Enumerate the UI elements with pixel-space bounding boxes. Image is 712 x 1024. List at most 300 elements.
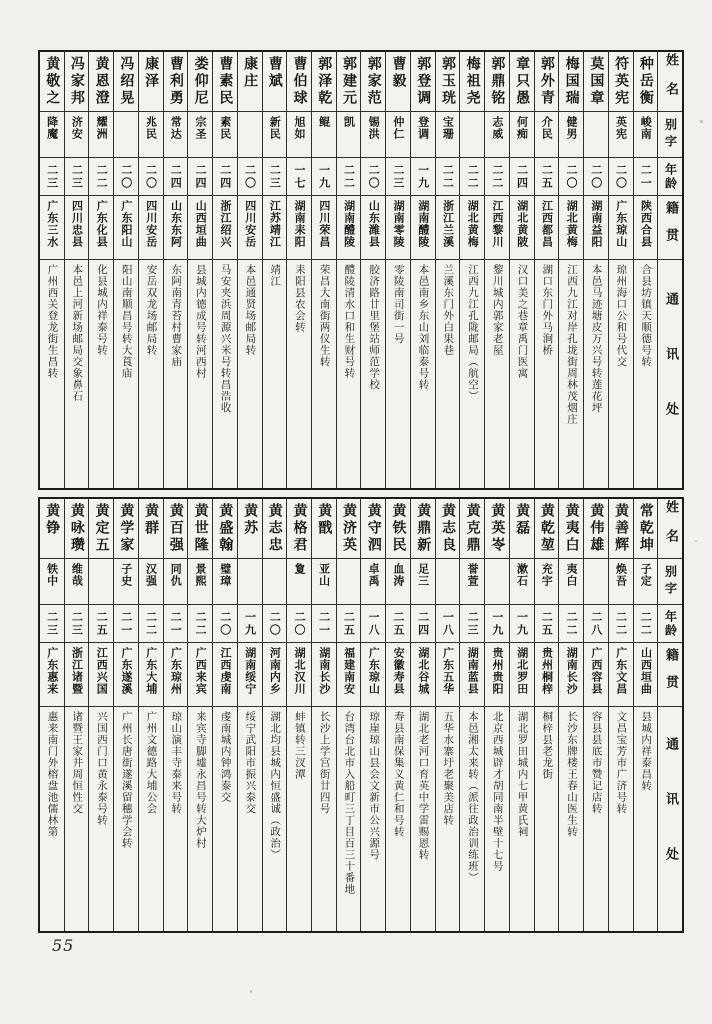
age-cell: [634, 605, 658, 643]
age-cell: [386, 158, 410, 196]
entry-address: 胶济路廿里堡站师范学校: [368, 264, 381, 391]
entry-address: 荣昌大南街两仪生转: [318, 264, 331, 368]
age-cell: [188, 158, 212, 196]
entry-native-place: 湖南醴陵: [342, 200, 356, 248]
entry-native-place: 河南内乡: [268, 647, 282, 695]
entry-age: 一九: [515, 610, 529, 637]
entry-courtesy-name: 素民: [218, 116, 232, 140]
entry-name: 黄伟雄: [588, 503, 605, 554]
name-cell: [65, 52, 89, 112]
entry-age: 二二: [441, 163, 455, 190]
entry-column: [558, 499, 583, 931]
entry-column: [534, 499, 559, 931]
courtesy-name-cell: [609, 112, 633, 158]
age-cell: [89, 158, 113, 196]
entry-age: 二二: [565, 610, 579, 637]
entry-native-place: 广东化县: [95, 200, 109, 248]
native-place-cell: [263, 643, 287, 707]
entry-address: 江西九江孔陇邮局（航空）: [467, 264, 479, 402]
address-cell: [238, 707, 262, 931]
native-place-cell: [411, 643, 435, 707]
entry-age: 二一: [119, 610, 133, 637]
entry-name: 常乾坤: [637, 503, 654, 554]
name-cell: [361, 52, 385, 112]
courtesy-name-cell: [164, 112, 188, 158]
courtesy-name-cell: [312, 559, 336, 605]
entry-age: 一九: [243, 610, 257, 637]
entry-courtesy-name: 子定: [639, 563, 653, 587]
address-cell: [139, 707, 163, 931]
name-cell: [386, 499, 410, 559]
native-place-cell: [65, 643, 89, 707]
name-cell: [411, 499, 435, 559]
address-cell: [287, 707, 311, 931]
age-cell: [535, 158, 559, 196]
entry-courtesy-name: 济安: [70, 116, 84, 140]
entry-column: [113, 52, 138, 488]
entry-address: 长沙东牌楼王春山医生转: [565, 711, 578, 838]
name-cell: [436, 52, 460, 112]
age-cell: [584, 158, 608, 196]
address-cell: [584, 707, 608, 931]
header-column: [657, 499, 682, 931]
entry-native-place: 江西都昌: [540, 200, 554, 248]
native-place-cell: [485, 643, 509, 707]
entry-address: 马安夹浜周源兴米号转昌浩收: [219, 264, 232, 414]
name-cell: [609, 499, 633, 559]
native-place-cell: [436, 196, 460, 260]
entry-age: 二四: [169, 163, 183, 190]
address-cell: [287, 260, 311, 488]
entry-native-place: 贵州桐梓: [540, 647, 554, 695]
native-place-cell: [559, 643, 583, 707]
entry-age: 二二: [466, 163, 480, 190]
native-place-cell: [337, 643, 361, 707]
entry-name: 黄世隆: [192, 503, 209, 554]
native-place-cell: [287, 196, 311, 260]
entry-native-place: 广东琼山: [367, 647, 381, 695]
entry-courtesy-name: 铁中: [45, 563, 59, 587]
courtesy-name-cell: [337, 559, 361, 605]
native-place-cell: [460, 196, 484, 260]
entry-column: [608, 52, 633, 488]
address-cell: [164, 707, 188, 931]
entry-address: 靖江: [269, 264, 282, 287]
entry-age: 二四: [416, 610, 430, 637]
native-place-cell: [89, 643, 113, 707]
address-cell: [89, 707, 113, 931]
entry-native-place: 广东五华: [441, 647, 455, 695]
entry-courtesy-name: 维哉: [70, 563, 84, 587]
entry-column: [113, 499, 138, 931]
address-cell: [114, 260, 138, 488]
address-cell: [559, 707, 583, 931]
entry-column: [509, 52, 534, 488]
native-place-cell: [559, 196, 583, 260]
header-native-cell: [658, 643, 682, 707]
header-name-label: 姓名: [663, 499, 679, 558]
scan-speck: [695, 540, 697, 542]
native-place-cell: [337, 196, 361, 260]
entry-column: [311, 52, 336, 488]
roster-table-top: [38, 50, 684, 490]
entry-age: 二〇: [614, 163, 628, 190]
entry-native-place: 山东潍县: [367, 200, 381, 248]
entry-address: 化县城内祥泰号转: [95, 264, 108, 356]
name-cell: [114, 499, 138, 559]
entry-address: 县城内德成号转河西村: [194, 264, 207, 379]
entry-native-place: 湖北汉川: [293, 647, 307, 695]
entry-age: 二二: [614, 610, 628, 637]
entry-age: 二三: [466, 610, 480, 637]
entry-column: [410, 52, 435, 488]
entry-native-place: 湖南益阳: [589, 200, 603, 248]
age-cell: [164, 158, 188, 196]
age-cell: [213, 158, 237, 196]
entry-name: 梅祖尧: [464, 56, 481, 107]
entry-native-place: 陕西合县: [639, 200, 653, 248]
entry-address: 文昌宝芳市广济号转: [615, 711, 628, 815]
address-cell: [188, 260, 212, 488]
entry-age: 一九: [416, 163, 430, 190]
entry-courtesy-name: 子史: [119, 563, 133, 587]
entry-courtesy-name: 降魔: [45, 116, 59, 140]
entry-age: 二〇: [119, 163, 133, 190]
age-cell: [40, 158, 64, 196]
courtesy-name-cell: [559, 112, 583, 158]
native-place-cell: [609, 196, 633, 260]
address-cell: [609, 260, 633, 488]
name-cell: [139, 499, 163, 559]
entry-age: 二三: [268, 163, 282, 190]
entry-address: 阳山南顺昌号转大莨庙: [120, 264, 133, 379]
entry-name: 康庄: [242, 56, 259, 90]
entry-name: 黄鼎新: [415, 503, 432, 554]
entry-address: 虔南城内钟鸿泰交: [219, 711, 232, 803]
entry-column: [360, 52, 385, 488]
entry-native-place: 山西垣曲: [639, 647, 653, 695]
entry-column: [187, 499, 212, 931]
address-cell: [312, 260, 336, 488]
entry-name: 黄志良: [439, 503, 456, 554]
scan-speck: [700, 120, 703, 123]
entry-name: 黄磊: [514, 503, 531, 537]
entry-age: 二四: [218, 163, 232, 190]
courtesy-name-cell: [238, 112, 262, 158]
entry-courtesy-name: 漱石: [515, 563, 529, 587]
name-cell: [559, 52, 583, 112]
entry-courtesy-name: 凯: [342, 116, 356, 128]
entry-native-place: 广东阳山: [120, 200, 134, 248]
entry-address: 诸暨王家井周恒性交: [71, 711, 84, 815]
entry-age: 一九: [317, 163, 331, 190]
courtesy-name-cell: [114, 112, 138, 158]
name-cell: [65, 499, 89, 559]
native-place-cell: [114, 643, 138, 707]
entry-age: 二三: [391, 163, 405, 190]
entry-name: 黄守泗: [365, 503, 382, 554]
entry-column: [286, 499, 311, 931]
entry-native-place: 四川安岳: [144, 200, 158, 248]
entry-address: 湖北罗田城内七甲黄氏祠: [516, 711, 529, 838]
name-cell: [460, 499, 484, 559]
native-place-cell: [213, 643, 237, 707]
entry-address: 琼州海口公和号代交: [615, 264, 628, 368]
entry-native-place: 湖南长沙: [317, 647, 331, 695]
age-cell: [411, 605, 435, 643]
entry-courtesy-name: 宝珊: [441, 116, 455, 140]
entry-name: 黄英岺: [489, 503, 506, 554]
entry-column: [187, 52, 212, 488]
name-cell: [139, 52, 163, 112]
native-place-cell: [213, 196, 237, 260]
courtesy-name-cell: [89, 559, 113, 605]
native-place-cell: [65, 196, 89, 260]
entry-name: 黄敬之: [44, 56, 61, 107]
entry-column: [64, 52, 89, 488]
entry-address: 容县县底市赞记店转: [590, 711, 603, 815]
entry-name: 章只愚: [514, 56, 531, 107]
courtesy-name-cell: [89, 112, 113, 158]
entry-age: 二二: [194, 610, 207, 637]
age-cell: [460, 158, 484, 196]
name-cell: [535, 499, 559, 559]
entry-address: 来宾寺脚墟永昌号转大炉村: [194, 711, 207, 849]
courtesy-name-cell: [386, 559, 410, 605]
entry-name: 曹毅: [390, 56, 407, 90]
entry-native-place: 湖北黄陂: [515, 200, 529, 248]
entry-name: 郭登调: [415, 56, 432, 107]
entry-courtesy-name: 仲仁: [391, 116, 405, 140]
entry-column: [435, 52, 460, 488]
entry-courtesy-name: 璧璋: [218, 563, 232, 587]
native-place-cell: [609, 643, 633, 707]
address-cell: [337, 260, 361, 488]
courtesy-name-cell: [139, 112, 163, 158]
entry-age: 二三: [70, 163, 84, 190]
address-cell: [460, 707, 484, 931]
entry-age: 二五: [391, 610, 405, 637]
name-cell: [213, 52, 237, 112]
entry-name: 曹斌: [266, 56, 283, 90]
courtesy-name-cell: [411, 559, 435, 605]
entry-address: 琼崖琼山县会文新市公兴源号: [368, 711, 381, 861]
entry-native-place: 广东大埔: [144, 647, 158, 695]
address-cell: [485, 707, 509, 931]
entry-address: 江西九江对岸孔垅街周林茂烟庄: [565, 264, 578, 425]
entry-column: [212, 499, 237, 931]
entry-native-place: 四川安岳: [243, 200, 257, 248]
entry-name: 康泽: [143, 56, 160, 90]
name-cell: [634, 499, 658, 559]
native-place-cell: [188, 196, 212, 260]
entry-native-place: 湖北黄梅: [565, 200, 579, 248]
entry-courtesy-name: 足三: [416, 563, 430, 587]
age-cell: [510, 605, 534, 643]
courtesy-name-cell: [213, 112, 237, 158]
courtesy-name-cell: [238, 559, 262, 605]
header-courtesy-label: 别字: [663, 117, 678, 152]
name-cell: [263, 52, 287, 112]
entry-courtesy-name: 健男: [565, 116, 579, 140]
name-cell: [114, 52, 138, 112]
entry-name: 莫国章: [588, 56, 605, 107]
age-cell: [164, 605, 188, 643]
age-cell: [386, 605, 410, 643]
courtesy-name-cell: [411, 112, 435, 158]
courtesy-name-cell: [65, 559, 89, 605]
entry-name: 黄济英: [341, 503, 357, 554]
entry-native-place: 广西来宾: [194, 647, 208, 695]
entry-native-place: 湖北罗田: [515, 647, 529, 695]
name-cell: [287, 499, 311, 559]
entry-native-place: 广东惠来: [45, 647, 59, 695]
entry-name: 郭泽乾: [316, 56, 333, 107]
entry-address: 耒阳县农会转: [293, 264, 306, 333]
entry-courtesy-name: 同仇: [169, 563, 183, 587]
age-cell: [535, 605, 559, 643]
courtesy-name-cell: [609, 559, 633, 605]
entry-address: 东阿南青苔村曹家庙: [170, 264, 183, 368]
entry-age: 二四: [515, 163, 529, 190]
entry-column: [558, 52, 583, 488]
name-cell: [89, 52, 113, 112]
entry-column: [534, 52, 559, 488]
entry-courtesy-name: 焕吾: [614, 563, 628, 587]
age-cell: [411, 158, 435, 196]
name-cell: [40, 52, 64, 112]
age-cell: [361, 158, 385, 196]
courtesy-name-cell: [312, 112, 336, 158]
age-cell: [213, 605, 237, 643]
entry-age: 二〇: [268, 610, 282, 637]
entry-column: [311, 499, 336, 931]
entry-native-place: 湖南醴陵: [416, 200, 430, 248]
entry-age: 二〇: [367, 163, 381, 190]
native-place-cell: [238, 196, 262, 260]
entry-native-place: 广西容县: [589, 647, 603, 695]
entry-column: [262, 499, 287, 931]
courtesy-name-cell: [164, 559, 188, 605]
header-native-cell: [658, 196, 682, 260]
entry-address: 广州长唐街遂溪留穗学会转: [120, 711, 133, 849]
name-cell: [89, 499, 113, 559]
entry-address: 长沙上学宫街廿四号: [318, 711, 331, 815]
header-column: [657, 52, 682, 488]
address-cell: [634, 260, 658, 488]
header-age-label: 年龄: [663, 609, 678, 638]
entry-column: [64, 499, 89, 931]
entry-native-place: 湖南长沙: [565, 647, 579, 695]
name-cell: [485, 52, 509, 112]
entry-name: 郭建元: [341, 56, 357, 107]
entry-courtesy-name: 血涛: [391, 563, 405, 587]
entry-courtesy-name: 夐: [292, 563, 306, 575]
courtesy-name-cell: [460, 112, 484, 158]
header-courtesy-cell: [658, 112, 682, 158]
entry-native-place: 山西垣曲: [194, 200, 208, 248]
address-cell: [114, 707, 138, 931]
name-cell: [559, 499, 583, 559]
entry-name: 符英宪: [613, 56, 630, 107]
courtesy-name-cell: [337, 112, 361, 158]
entry-courtesy-name: 新民: [268, 116, 282, 140]
header-courtesy-cell: [658, 559, 682, 605]
name-cell: [263, 499, 287, 559]
native-place-cell: [584, 643, 608, 707]
entry-column: [138, 52, 163, 488]
entry-name: 梅国瑞: [563, 56, 580, 107]
entry-address: 惠来南门外榕盘池儒林第: [46, 711, 59, 838]
entry-column: [583, 499, 608, 931]
entry-courtesy-name: 旭如: [292, 116, 306, 140]
entry-address: 广州文德路大埔公会: [145, 711, 158, 815]
entry-name: 黄夷白: [563, 503, 580, 554]
age-cell: [436, 605, 460, 643]
address-cell: [609, 707, 633, 931]
courtesy-name-cell: [436, 559, 460, 605]
address-cell: [535, 260, 559, 488]
entry-address: 县城内祥泰昌转: [640, 711, 653, 792]
courtesy-name-cell: [535, 559, 559, 605]
entry-name: 黄盛翰: [217, 503, 234, 554]
entry-name: 黄定五: [93, 503, 110, 554]
entry-address: 五华水寨圩老聚美店转: [442, 711, 455, 826]
entry-address: 黎川城内郭家老屋: [491, 264, 504, 356]
entry-native-place: 四川荣昌: [317, 200, 331, 248]
native-place-cell: [312, 643, 336, 707]
entry-name: 黄百强: [167, 503, 184, 554]
age-cell: [460, 605, 484, 643]
name-cell: [584, 52, 608, 112]
entry-age: 二五: [540, 163, 554, 190]
address-cell: [634, 707, 658, 931]
courtesy-name-cell: [584, 559, 608, 605]
entry-name: 黄乾堃: [538, 503, 555, 554]
entry-age: 二〇: [292, 610, 306, 637]
header-contact-cell: [658, 707, 682, 931]
entry-age: 二〇: [243, 163, 257, 190]
entry-address: 本邑上河新场邮局交象鼻石: [71, 264, 84, 402]
courtesy-name-cell: [213, 559, 237, 605]
courtesy-name-cell: [584, 112, 608, 158]
entry-column: [262, 52, 287, 488]
entry-column: [336, 52, 361, 488]
entry-courtesy-name: 夷白: [565, 563, 579, 587]
native-place-cell: [238, 643, 262, 707]
address-cell: [188, 707, 212, 931]
age-cell: [609, 605, 633, 643]
address-cell: [65, 260, 89, 488]
courtesy-name-cell: [634, 112, 658, 158]
native-place-cell: [460, 643, 484, 707]
entry-address: 兰溪东门外白果巷: [442, 264, 455, 356]
entry-name: 冯家邦: [68, 56, 85, 107]
courtesy-name-cell: [559, 559, 583, 605]
entry-age: 一七: [292, 163, 306, 190]
entry-courtesy-name: 常达: [169, 116, 183, 140]
entry-age: 二二: [95, 163, 109, 190]
header-contact-label: 通讯处: [663, 736, 679, 902]
entry-native-place: 广东三水: [45, 200, 59, 248]
entry-address: 本邑湘太来转（派往政治训练班）: [467, 711, 479, 884]
entry-name: 黄铮: [44, 503, 61, 537]
entry-address: 汉口美之巷章禹门医寓: [516, 264, 529, 379]
entry-courtesy-name: 充宇: [540, 563, 554, 587]
address-cell: [263, 707, 287, 931]
entry-age: 一八: [441, 610, 455, 637]
entry-courtesy-name: 鲲: [317, 116, 331, 128]
